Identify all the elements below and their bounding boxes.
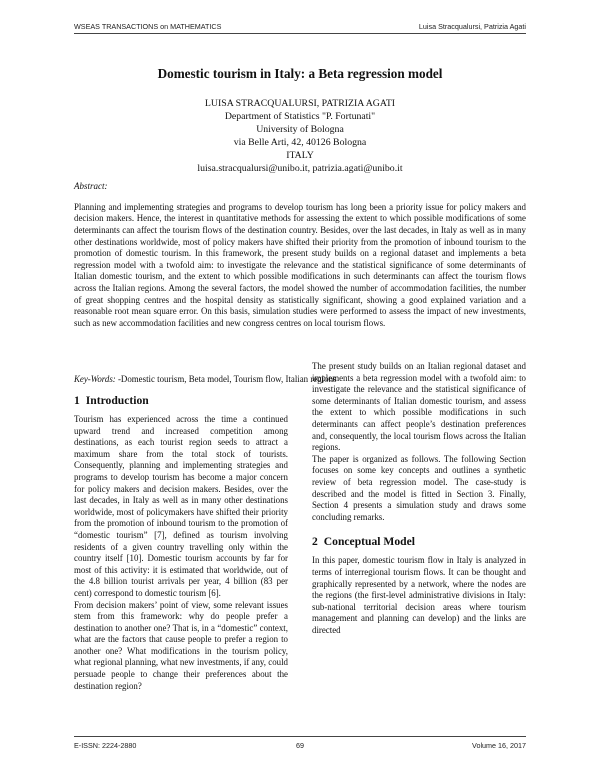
running-footer — [74, 741, 526, 750]
section-title: Introduction — [85, 394, 149, 407]
keywords-label: Key-Words: — [74, 374, 116, 384]
country: ITALY — [286, 150, 314, 161]
section-heading-conceptual-model — [312, 535, 526, 548]
volume: Volume 16, 2017 — [472, 741, 526, 750]
issn: E-ISSN: 2224-2880 — [74, 741, 137, 750]
department: Department of Statistics "P. Fortunati" — [224, 111, 376, 122]
intro-paragraph-1: Tourism has experienced across the time a continued upward trend and increased competition among destinations, as each tourist region seeds to attract a maximum share from the total stock of tourists. Consequently, planning and implementing strategies and programs to develop tourism has become a major concern for policy makers and decision makers. Besides, over the last decades, in Italy as well as in many other destinations worldwide, most of policymakers have shifted their priority from the promotion of inbound tourism to the promotion of “domestic tourism” [7], defined as tourism involving residents of a given country travelling only within the country itself [10]. Domestic tourism accounts by far for most of this activity: it is estimated that worldwide, out of the 4.8 billion tourist arrivals per year, 4 billion (83 per cent) correspond to domestic tourism [6]. — [74, 414, 288, 598]
university: University of Bologna — [256, 124, 344, 135]
section-number: 1 — [74, 394, 80, 407]
keywords-text: -Domestic tourism, Beta model, Tourism flow, Italian regions — [115, 374, 337, 384]
journal-name: WSEAS TRANSACTIONS on MATHEMATICS — [74, 22, 222, 31]
intro-paragraph-3: The present study builds on an Italian regional dataset and implements a beta regression model with a twofold aim: to investigate the relevance and the statistical significance of some determinants of Italian domestic tourism, and assess the extent to which possible modifications in such determinants can affect people’s destination preferences and, consequently, the local tourism flows across the Italian regions. — [312, 361, 526, 453]
conceptual-paragraph-1: In this paper, domestic tourism flow in Italy is analyzed in terms of interregional tourism flows. It can be thought and graphically represented by a network, where the nodes are the regions (the first-level administrative divisions in Italy: sub-national territorial decision areas where tourism management and planning can develop) and the links are directed — [312, 555, 526, 635]
section-heading-introduction — [74, 394, 288, 407]
intro-paragraph-2: From decision makers’ point of view, some relevant issues stem from this framework: why do people prefer a destination to another one? That is, in a “domestic” context, what are the factors that cause people to prefer a region to another one? What modifications in the tourism policy, what regional planning, what new investments, if any, could persuade people to change their preferences about the destination region? — [74, 599, 288, 691]
abstract-label: Abstract: — [74, 181, 108, 191]
running-header — [74, 22, 526, 31]
author-names: LUISA STRACQUALURSI, PATRIZIA AGATI — [204, 98, 396, 109]
paper-title: Domestic tourism in Italy: a Beta regression model — [157, 66, 443, 81]
section-number: 2 — [312, 535, 318, 549]
footer-rule — [74, 736, 526, 737]
header-rule — [74, 33, 526, 34]
intro-paragraph-4: The paper is organized as follows. The following Section focuses on some key concepts and outlines a synthetic review of beta regression model. The case-study is described and the model is fitted in Section 3. Finally, Section 4 presents a simulation study and draws some concluding remarks. — [312, 453, 526, 522]
address: via Belle Arti, 42, 40126 Bologna — [233, 137, 367, 148]
author-block — [74, 97, 526, 175]
section-title: Conceptual Model — [323, 535, 415, 549]
abstract-text: Planning and implementing strategies and programs to develop tourism has long been a priority issue for policy makers and decision makers. Hence, the interest in quantitative methods for assessing the extent to which possible modifications of some determinants can affect the tourism flows of the destination country. Besides, over the last decades, in Italy as well as in many other destinations worldwide, most of policy makers have shifted their priority from the promotion of inbound tourism to the promotion of domestic tourism. In this framework, the present study builds on a regional dataset and implements a beta regression model with a twofold aim: to investigate the relevance and the statistical significance of some determinants of Italian domestic tourism, and the extent to which possible modifications in such determinants can affect the tourism flows across the Italian regions. Among the several factors, the model showed the number of accommodation facilities, the number of great shopping centres and the hospital density as statistically significant, showing a good explained variation and a reasonable root mean square error. On this basis, simulation studies were performed to assess the impact of new investments, such as new accommodation facilities and new congress centres on local tourism flows. — [74, 201, 526, 328]
column-right — [312, 361, 526, 636]
column-left — [74, 394, 288, 692]
header-authors: Luisa Stracqualursi, Patrizia Agati — [418, 22, 526, 31]
emails: luisa.stracqualursi@unibo.it, patrizia.agati@unibo.it — [197, 163, 403, 174]
page-number: 69 — [296, 741, 304, 750]
